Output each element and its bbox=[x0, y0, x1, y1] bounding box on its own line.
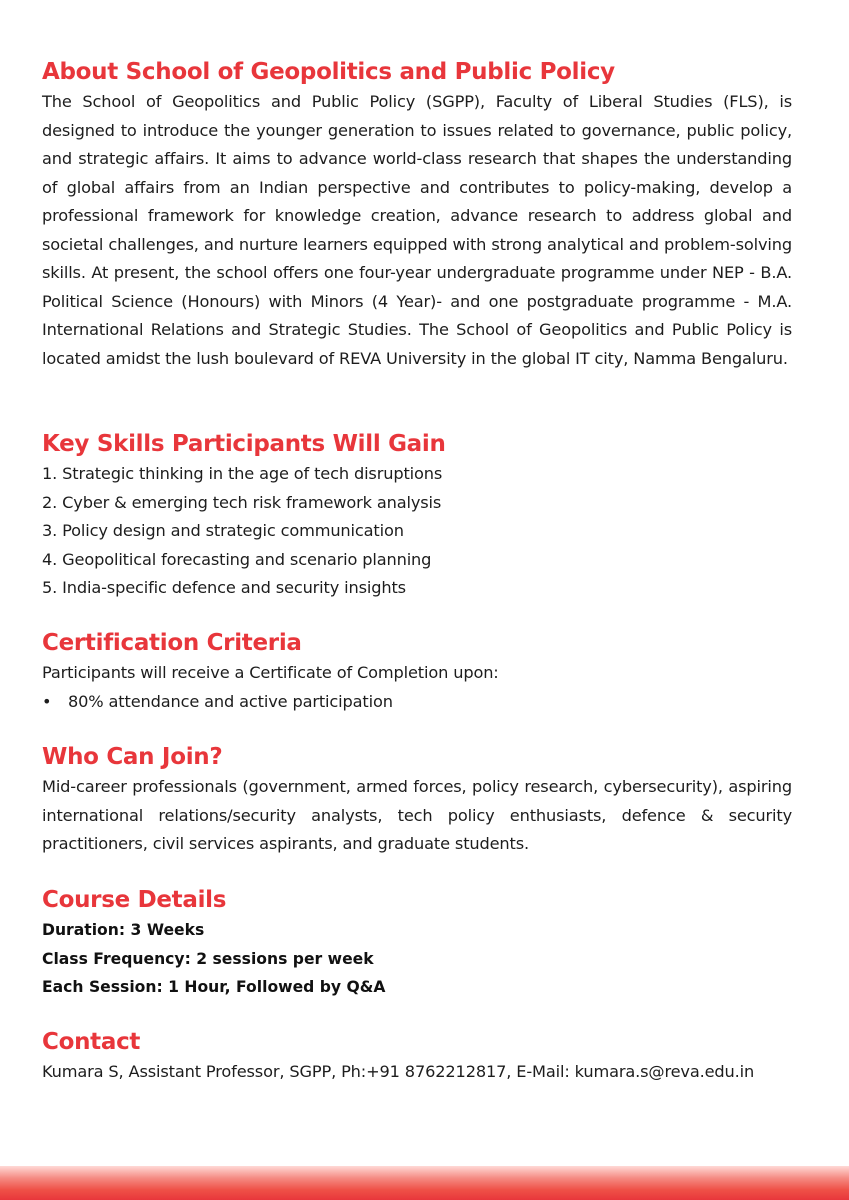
course-frequency: Class Frequency: 2 sessions per week bbox=[42, 949, 374, 968]
course-duration: Duration: 3 Weeks bbox=[42, 921, 205, 939]
about-section bbox=[42, 56, 792, 373]
contact-body: Kumara S, Assistant Professor, SGPP, Ph:+91 8762212817, E-Mail: kumara.s@reva.edu.in bbox=[42, 1062, 755, 1081]
certification-item-text: 80% attendance and active participation bbox=[68, 691, 393, 711]
skills-heading: Key Skills Participants Will Gain bbox=[42, 431, 446, 457]
course-section bbox=[42, 884, 385, 1002]
certification-item bbox=[42, 688, 499, 717]
skill-item: 1. Strategic thinking in the age of tech disruptions bbox=[42, 464, 443, 483]
contact-heading: Contact bbox=[42, 1029, 141, 1055]
certification-section bbox=[42, 627, 499, 716]
skills-section bbox=[42, 428, 446, 603]
footer-bar bbox=[0, 1166, 849, 1200]
course-session: Each Session: 1 Hour, Followed by Q&A bbox=[42, 978, 386, 996]
course-heading: Course Details bbox=[42, 887, 227, 913]
contact-section bbox=[42, 1026, 754, 1087]
about-body: The School of Geopolitics and Public Policy (SGPP), Faculty of Liberal Studies (FLS), is designed to introduce the younger generation to issues related to governance, public policy, and strategic affairs. It aims to advance world-class research that shapes the understanding of global affairs from an Indian perspective and contributes to policy-making, develop a professional framework for knowledge creation, advance research to address global and societal challenges, and nurture learners equipped with strong analytical and problem-solving skills. At present, the school offers one four-year undergraduate programme under NEP - B.A. Political Science (Honours) with Minors (4 Year)- and one postgraduate programme - M.A. International Relations and Strategic Studies. The School of Geopolitics and Public Policy is located amidst the lush boulevard of REVA University in the global IT city, Namma Bengaluru. bbox=[42, 92, 792, 368]
skill-item: 3. Policy design and strategic communication bbox=[42, 521, 404, 540]
who-heading: Who Can Join? bbox=[42, 744, 223, 770]
skills-list bbox=[42, 460, 446, 603]
about-heading: About School of Geopolitics and Public Policy bbox=[42, 59, 615, 85]
who-section bbox=[42, 741, 792, 859]
bullet-icon: • bbox=[42, 691, 52, 711]
certification-intro: Participants will receive a Certificate of Completion upon: bbox=[42, 663, 499, 682]
skill-item: 5. India-specific defence and security insights bbox=[42, 578, 406, 597]
certification-heading: Certification Criteria bbox=[42, 630, 302, 656]
skill-item: 4. Geopolitical forecasting and scenario planning bbox=[42, 549, 432, 569]
certification-list bbox=[42, 688, 499, 717]
skill-item: 2. Cyber & emerging tech risk framework analysis bbox=[42, 492, 442, 512]
who-body: Mid-career professionals (government, armed forces, policy research, cybersecurity), aspiring international relations/security analysts, tech policy enthusiasts, defence & security practitioners, civil services aspirants, and graduate students. bbox=[42, 777, 792, 853]
